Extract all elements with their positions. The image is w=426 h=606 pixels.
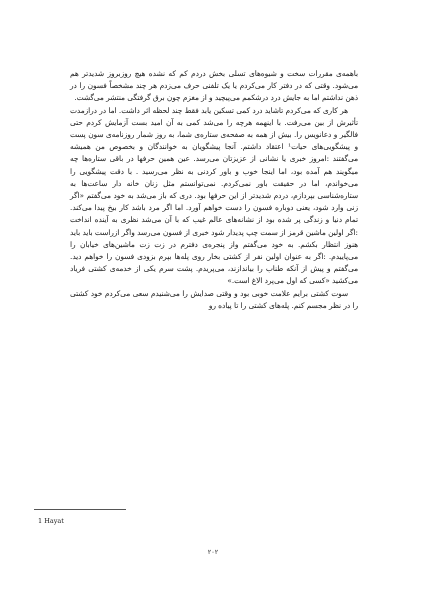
paragraph-1: باهمه‌ی مقررات سخت و شیوه‌های تسلی بخش دردم کم که نشده هیچ روزبروز شدیدتر هم می‌شود. وقتی که در دفتر کار می‌کردم یا یک تلفنی حرف می‌زدم هر چند مشخصاً فسون را در ذهن نداشتم اما به جایش درد درشکمم می‌پیچید و از مغزم چون برق گرفتگی منتشر می‌گشت. (70, 69, 358, 103)
page-number: ۲۰۲ (207, 548, 219, 556)
paragraph-2: هر کاری که می‌کردم تاشاید درد کمی تسکین یابد فقط چند لحظه اثر داشت. اما در درازمدت تأثیرش از بین می‌رفت. با اینهمه هرچه را می‌شد کمی به آن امید بست آزمایش کردم حتی فالگیر و دعانویس را. بیش از همه به صفحه‌ی ستاره‌ی شما، به روز شمار روزنامه‌ی سون پست و پیشگویی‌های حیات¹ اعتقاد داشتم. آنجا پیشگویان به خوانندگان و بخصوص من همیشه می‌گفتند :امروز خبری یا نشانی از عزیزتان می‌رسد. عین همین حرفها در باقی ستاره‌ها چه میگویند هم آمده بود، اما اینجا خوب و باور کردنی به نظر می‌رسید . با دقت پیشگویی را می‌خواندم، اما در حقیقت باور نمی‌کردم. نمی‌توانستم مثل زنان خانه دار ساعت‌ها به ستاره‌شناسی بپردازم، دردم شدیدتر از این حرفها بود. دری که باز می‌شد به خود می‌گفتم «اگر زنی وارد شود، یعنی دوباره فسون را دست خواهم آورد. اما اگر مرد باشد کار بیخ پیدا می‌کند. تمام دنیا و زندگی پر شده بود از نشانه‌های عالم غیب که با آن می‌شد نظری به آینده انداخت :اگر اولین ماشین قرمز از سمت چپ پدیدار شود خبری از فسون می‌رسد واگر ازراست باید باید هنوز انتظار بکشم. به خود می‌گفتم واز پنجره‌ی دفترم در زت زت ماشین‌های خیابان را می‌پاییدم. :اگر به عنوان اولین نفر از کشتی بخار روی پله‌ها بپرم بزودی فسون را خواهم دید. می‌گفتم و پیش از آنکه طناب را بیاندازند، می‌پریدم. پشت سرم یکی از خدمه‌ی کشتی فریاد می‌کشید «کسی که اول می‌پرد الاغ است.» (70, 105, 358, 286)
footnote: 1 Hayat (38, 517, 64, 525)
body-text (70, 68, 358, 312)
paragraph-3: سوت کشتی برایم علامت خوبی بود و وقتی صدایش را می‌شنیدم سعی می‌کردم خود کشتی را در نظر مجسم کنم. پله‌های کشتی را تا پیاده رو (70, 288, 358, 310)
footnote-rule (34, 509, 126, 510)
